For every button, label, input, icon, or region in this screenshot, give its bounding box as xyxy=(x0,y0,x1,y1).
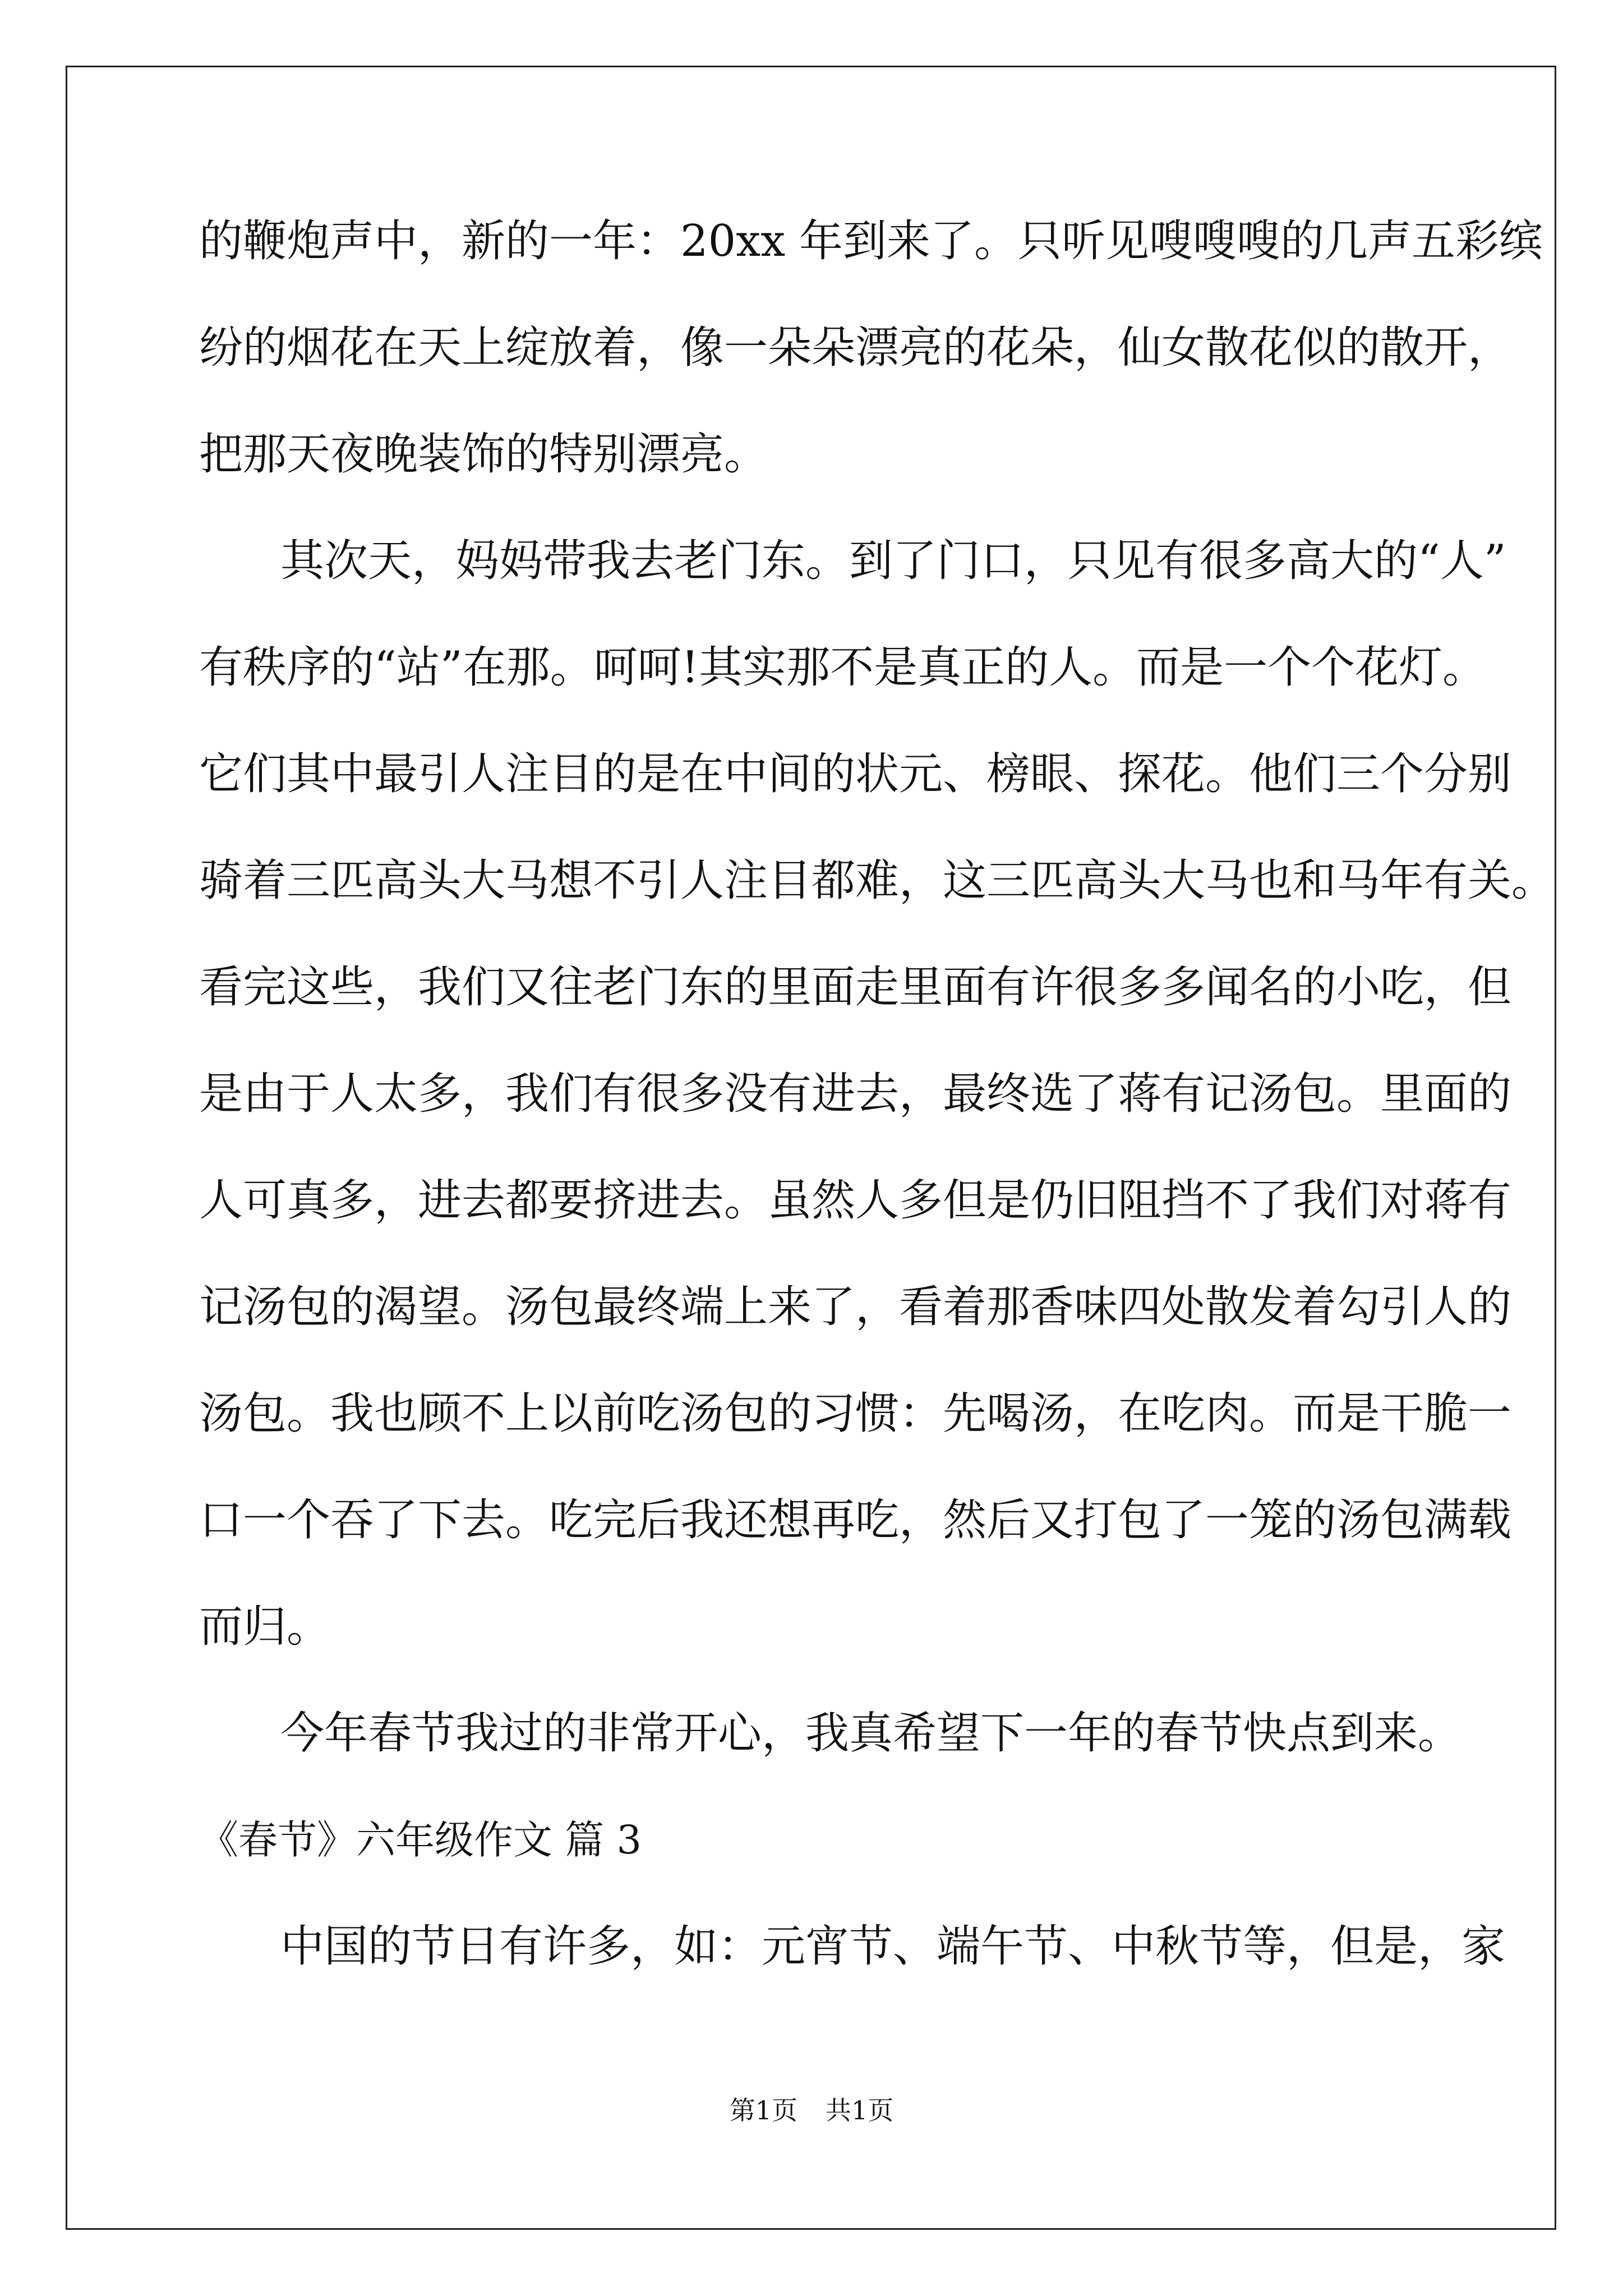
section-heading: 《春节》六年级作文 篇 3 xyxy=(199,1817,642,1863)
page-border xyxy=(66,66,1556,2230)
text-line: 的鞭炮声中，新的一年：20xx 年到来了。只听见嗖嗖嗖的几声五彩缤 xyxy=(199,216,1543,266)
paragraph-start: 今年春节我过的非常开心，我真希望下一年的春节快点到来。 xyxy=(280,1708,1462,1759)
text-line: 汤包。我也顾不上以前吃汤包的习惯：先喝汤，在吃肉。而是干脆一 xyxy=(199,1388,1512,1439)
text-line: 看完这些，我们又往老门东的里面走里面有许很多多闻名的小吃，但 xyxy=(199,962,1512,1013)
text-line: 骑着三匹高头大马想不引人注目都难，这三匹高头大马也和马年有关。 xyxy=(199,855,1556,906)
page-total: 共1页 xyxy=(826,2095,894,2125)
text-line: 它们其中最引人注目的是在中间的状元、榜眼、探花。他们三个分别 xyxy=(199,749,1512,799)
text-line: 纷的烟花在天上绽放着，像一朵朵漂亮的花朵，仙女散花似的散开， xyxy=(199,323,1512,373)
text-line: 有秩序的“站”在那。呵呵!其实那不是真正的人。而是一个个花灯。 xyxy=(199,642,1487,693)
page-number: 第1页 xyxy=(729,2095,797,2125)
text-line: 记汤包的渴望。汤包最终端上来了，看着那香味四处散发着勾引人的 xyxy=(199,1282,1512,1332)
paragraph-start: 中国的节日有许多，如：元宵节、端午节、中秋节等，但是，家 xyxy=(280,1921,1506,1972)
paragraph-start: 其次天，妈妈带我去老门东。到了门口，只见有很多高大的“人” xyxy=(280,536,1506,586)
text-line: 而归。 xyxy=(199,1602,331,1652)
text-line: 是由于人太多，我们有很多没有进去，最终选了蒋有记汤包。里面的 xyxy=(199,1069,1512,1119)
text-line: 人可真多，进去都要挤进去。虽然人多但是仍旧阻挡不了我们对蒋有 xyxy=(199,1175,1512,1226)
text-line: 口一个吞了下去。吃完后我还想再吃，然后又打包了一笼的汤包满载 xyxy=(199,1495,1512,1545)
text-line: 把那天夜晚装饰的特别漂亮。 xyxy=(199,429,768,480)
page-footer xyxy=(0,2093,1623,2127)
